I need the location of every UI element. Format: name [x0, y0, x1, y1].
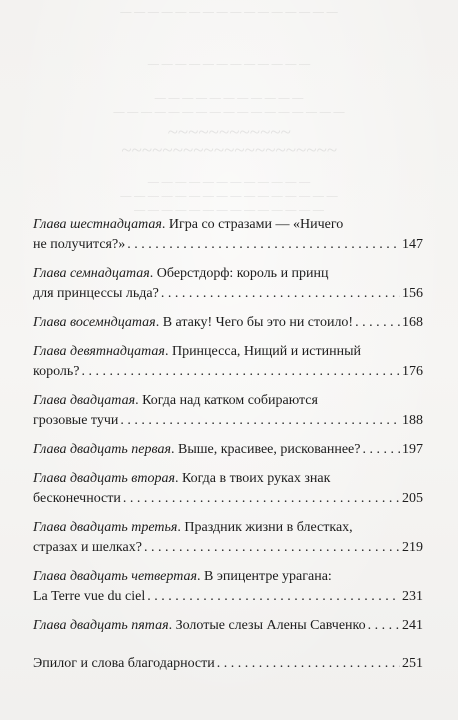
toc-entry[interactable] — [33, 616, 423, 636]
table-of-contents — [33, 215, 423, 683]
toc-entry-last-line — [33, 654, 423, 674]
toc-entry-last-line — [33, 313, 423, 333]
chapter-title: . В эпицентре урагана: — [197, 569, 332, 584]
page-number: 251 — [402, 656, 423, 671]
chapter-title-continued: для принцессы льда? — [33, 286, 159, 301]
page-number: 241 — [402, 618, 423, 633]
chapter-heading — [33, 313, 353, 333]
chapter-title: . Праздник жизни в блестках, — [177, 520, 353, 535]
dot-leader — [127, 235, 400, 255]
chapter-label: Глава восемндцатая — [33, 315, 156, 330]
toc-entry[interactable] — [33, 440, 423, 460]
toc-entry[interactable] — [33, 567, 423, 607]
toc-entry-first-line — [33, 469, 423, 489]
toc-entry-last-line — [33, 362, 423, 382]
chapter-title: . Золотые слезы Алены Савченко — [168, 618, 366, 633]
toc-entry-first-line — [33, 215, 423, 235]
dot-leader — [368, 616, 400, 636]
toc-entry-first-line — [33, 567, 423, 587]
chapter-label: Глава двадцать пятая — [33, 618, 169, 633]
dot-leader — [144, 538, 400, 558]
page-number: 197 — [402, 442, 423, 457]
page-number: 231 — [402, 589, 423, 604]
dot-leader — [355, 313, 400, 333]
epilogue-title: Эпилог и слова благодарности — [33, 656, 215, 671]
toc-entry-last-line — [33, 538, 423, 558]
dot-leader — [362, 440, 400, 460]
chapter-title: . Выше, красивее, рискованнее? — [170, 442, 361, 457]
chapter-title-continued: грозовые тучи — [33, 413, 119, 428]
page-number: 205 — [402, 491, 423, 506]
toc-entry[interactable] — [33, 391, 423, 431]
toc-entry-last-line — [33, 489, 423, 509]
toc-entry-epilogue[interactable] — [33, 654, 423, 674]
chapter-title: . Оберстдорф: король и принц — [149, 266, 329, 281]
toc-entry-first-line — [33, 264, 423, 284]
page-number: 219 — [402, 540, 423, 555]
chapter-title: . В атаку! Чего бы это ни стоило! — [155, 315, 354, 330]
toc-entry-last-line — [33, 440, 423, 460]
chapter-title: . Когда в твоих руках знак — [174, 471, 331, 486]
page-number: 147 — [402, 237, 423, 252]
chapter-title: . Принцесса, Нищий и истинный — [164, 344, 361, 359]
page-number: 168 — [402, 315, 423, 330]
chapter-title-continued: не получится?» — [33, 237, 126, 252]
chapter-label: Глава двадцать третья — [33, 520, 178, 535]
toc-entry-last-line — [33, 616, 423, 636]
dot-leader — [120, 411, 400, 431]
dot-leader — [217, 654, 400, 674]
toc-entry-first-line — [33, 391, 423, 411]
toc-entry-last-line — [33, 235, 423, 255]
toc-entry[interactable] — [33, 215, 423, 255]
toc-entry-last-line — [33, 587, 423, 607]
toc-entry[interactable] — [33, 469, 423, 509]
page-number: 176 — [402, 364, 423, 379]
toc-entry-first-line — [33, 518, 423, 538]
chapter-heading — [33, 440, 360, 460]
dot-leader — [123, 489, 400, 509]
toc-entry[interactable] — [33, 264, 423, 304]
chapter-label: Глава двадцатая — [33, 393, 136, 408]
page-number: 156 — [402, 286, 423, 301]
chapter-title-continued: La Terre vue du ciel — [33, 589, 146, 604]
toc-entry[interactable] — [33, 342, 423, 382]
dot-leader — [147, 587, 400, 607]
toc-entry-first-line — [33, 342, 423, 362]
toc-entry-last-line — [33, 284, 423, 304]
chapter-label: Глава двадцать первая — [33, 442, 171, 457]
chapter-title-continued: король? — [33, 364, 80, 379]
dot-leader — [161, 284, 400, 304]
chapter-title: . Игра со стразами — «Ничего — [161, 217, 344, 232]
chapter-label: Глава двадцать четвертая — [33, 569, 197, 584]
chapter-title-continued: бесконечности — [33, 491, 121, 506]
toc-entry-last-line — [33, 411, 423, 431]
chapter-label: Глава двадцать вторая — [33, 471, 175, 486]
chapter-title-continued: стразах и шелках? — [33, 540, 142, 555]
chapter-label: Глава семнадцатая — [33, 266, 150, 281]
chapter-label: Глава шестнадцатая — [33, 217, 162, 232]
chapter-title: . Когда над катком собираются — [135, 393, 318, 408]
chapter-label: Глава девятнадцатая — [33, 344, 165, 359]
dot-leader — [82, 362, 401, 382]
page-number: 188 — [402, 413, 423, 428]
chapter-heading — [33, 616, 366, 636]
toc-entry[interactable] — [33, 313, 423, 333]
toc-entry[interactable] — [33, 518, 423, 558]
show-through-text: — — — — — — — — — — — — — — — — — — — — — — — — — — — — — — — — — — — — — — — — — — — — — — — — — — — — — — — — ~~~~~~~~~~~~ ~~~~~~~~~~~~~~~~~~~~~ — — — — — — — — — — — — — — — — — — — — — — — — — — — — — — — — — — — — — — — — — — — [113, 6, 345, 216]
